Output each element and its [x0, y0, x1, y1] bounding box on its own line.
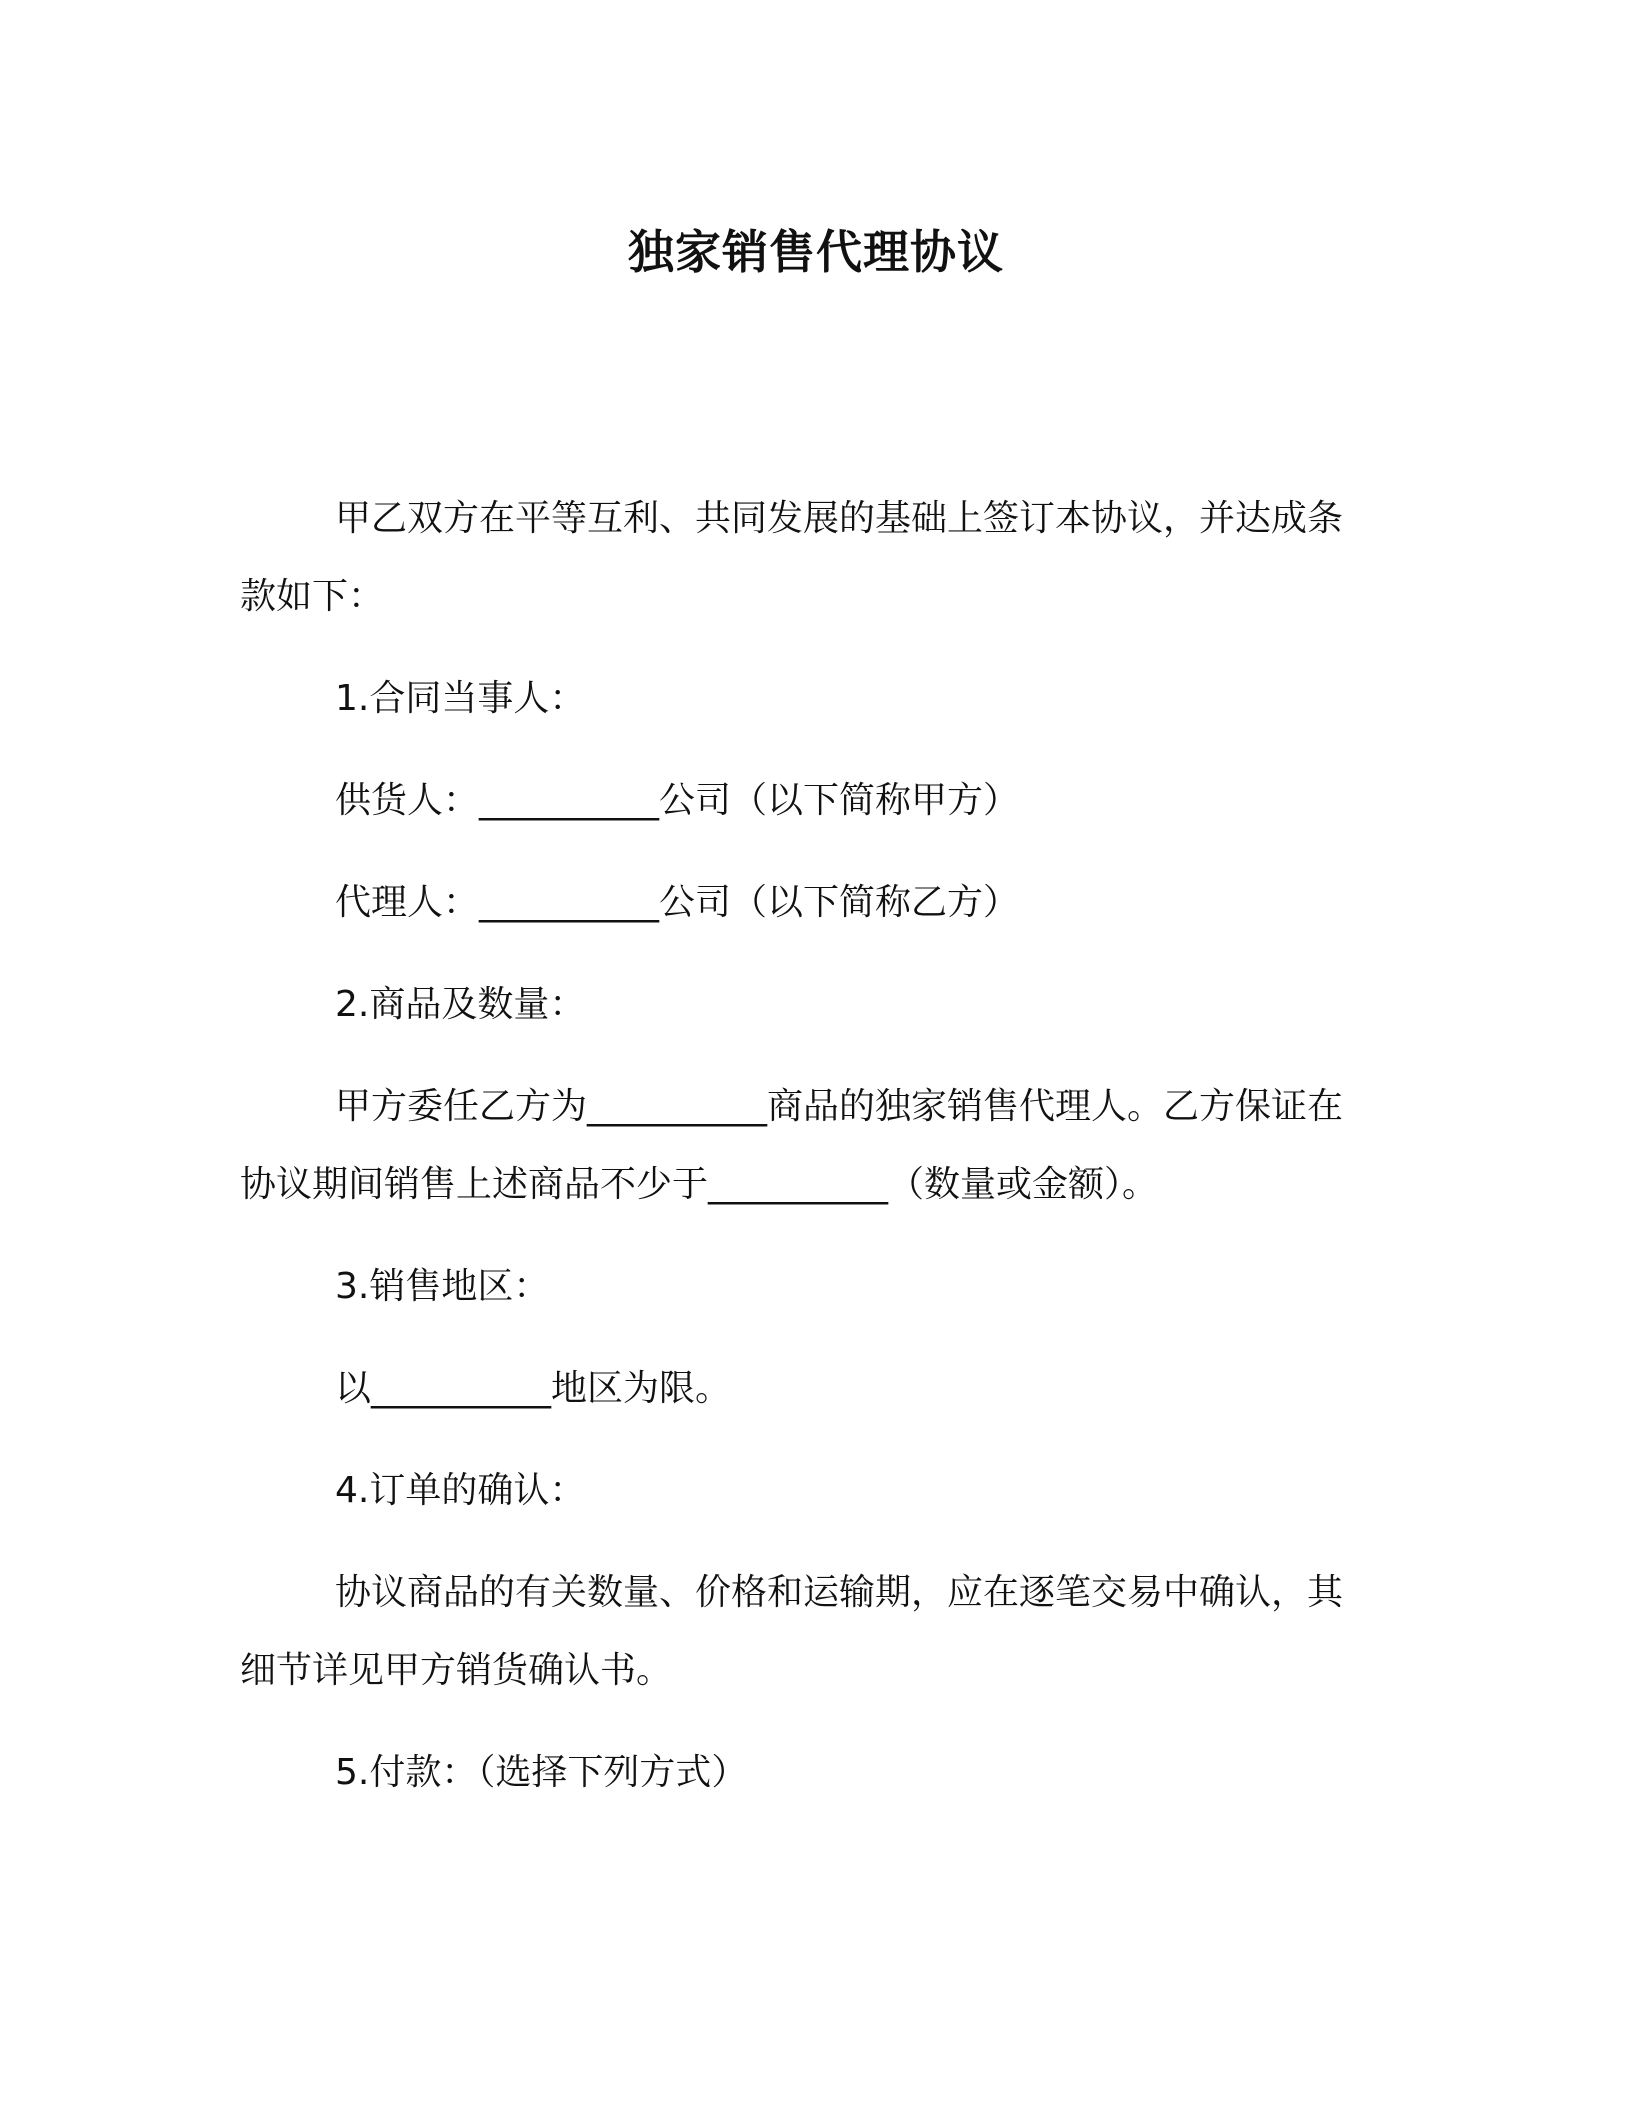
goods-paragraph-line-1: 甲方委任乙方为__________商品的独家销售代理人。乙方保证在	[335, 1086, 1344, 1127]
goods-paragraph-line-2: 协议期间销售上述商品不少于__________（数量或金额）。	[240, 1164, 1159, 1205]
order-paragraph-line-1: 协议商品的有关数量、价格和运输期，应在逐笔交易中确认，其	[335, 1572, 1344, 1613]
section-heading-territory: 3.销售地区：	[335, 1266, 550, 1307]
document-title: 独家销售代理协议	[628, 225, 1004, 279]
section-heading-payment: 5.付款：（选择下列方式）	[335, 1752, 748, 1793]
intro-paragraph-line-1: 甲乙双方在平等互利、共同发展的基础上签订本协议，并达成条	[335, 498, 1344, 539]
intro-paragraph-line-2: 款如下：	[240, 576, 385, 617]
section-heading-goods: 2.商品及数量：	[335, 984, 586, 1025]
supplier-line: 供货人：__________公司（以下简称甲方）	[335, 780, 1020, 821]
section-heading-parties: 1.合同当事人：	[335, 678, 586, 719]
territory-line: 以__________地区为限。	[335, 1368, 732, 1409]
agent-line: 代理人：__________公司（以下简称乙方）	[335, 882, 1020, 923]
order-paragraph-line-2: 细节详见甲方销货确认书。	[240, 1650, 673, 1691]
section-heading-order-confirmation: 4.订单的确认：	[335, 1470, 586, 1511]
